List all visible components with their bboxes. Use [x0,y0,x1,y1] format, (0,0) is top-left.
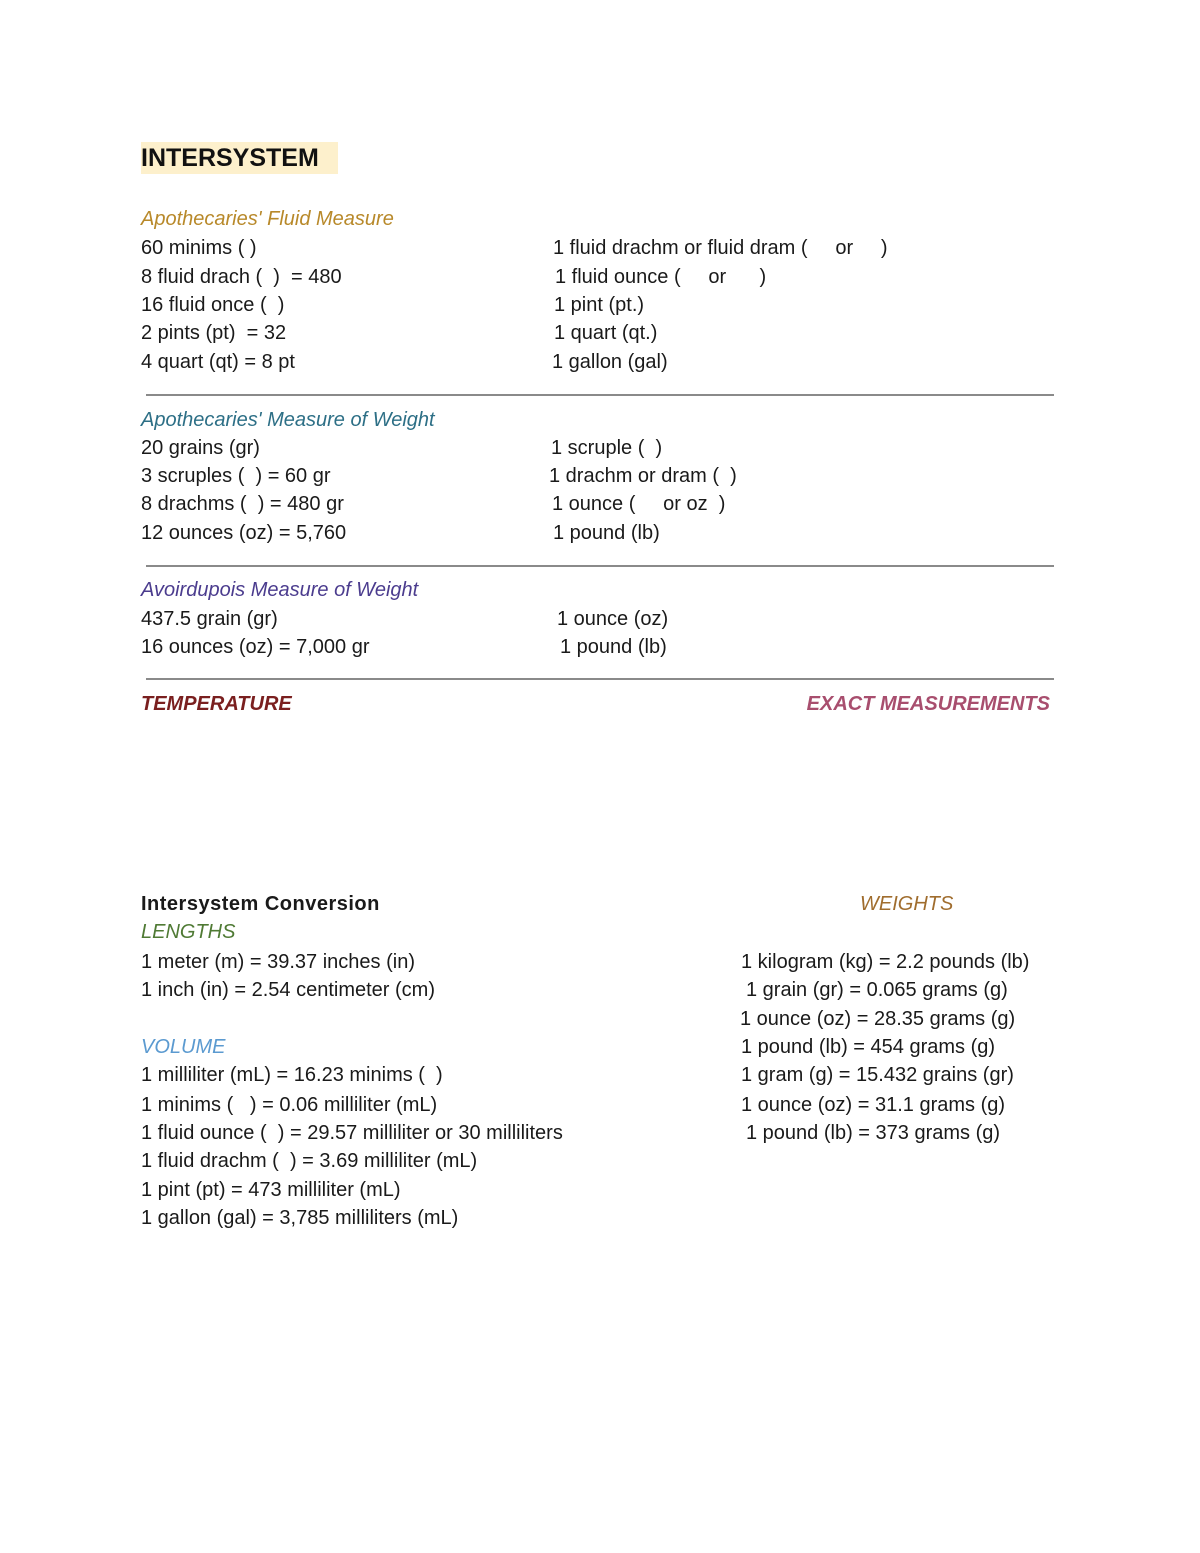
volume-item: 1 pint (pt) = 473 milliliter (mL) [141,1179,401,1201]
volume-item: 1 gallon (gal) = 3,785 milliliters (mL) [141,1207,459,1229]
lengths-item: 1 meter (m) = 39.37 inches (in) [141,951,415,973]
section-divider [146,394,1054,396]
fluid-row-right: 1 quart (qt.) [554,322,658,344]
volume-item: 1 fluid ounce ( ) = 29.57 milliliter or 30 milliliters [141,1122,563,1144]
weights-item: 1 kilogram (kg) = 2.2 pounds (lb) [741,951,1030,973]
weights-item: 1 grain (gr) = 0.065 grams (g) [746,979,1008,1001]
weight-row-right: 1 ounce ( or oz ) [552,493,726,515]
avoirdupois-row-right: 1 pound (lb) [560,636,667,658]
fluid-row-left: 16 fluid once ( ) [141,294,285,316]
lengths-item: 1 inch (in) = 2.54 centimeter (cm) [141,979,435,1001]
weights-item: 1 ounce (oz) = 31.1 grams (g) [741,1094,1006,1116]
temperature-heading: TEMPERATURE [141,693,292,715]
avoirdupois-heading: Avoirdupois Measure of Weight [141,579,419,601]
weight-row-right: 1 scruple ( ) [551,437,663,459]
weight-measure-heading: Apothecaries' Measure of Weight [141,409,435,431]
fluid-row-right: 1 gallon (gal) [552,351,668,373]
fluid-row-left: 4 quart (qt) = 8 pt [141,351,295,373]
weights-item: 1 ounce (oz) = 28.35 grams (g) [740,1008,1016,1030]
section-divider [146,678,1054,680]
volume-item: 1 fluid drachm ( ) = 3.69 milliliter (mL) [141,1150,478,1172]
avoirdupois-row-left: 437.5 grain (gr) [141,608,278,630]
weight-row-left: 20 grains (gr) [141,437,260,459]
fluid-row-left: 60 minims ( ) [141,237,257,259]
volume-item: 1 minims ( ) = 0.06 milliliter (mL) [141,1094,438,1116]
fluid-row-right: 1 fluid drachm or fluid dram ( or ) [553,237,888,259]
volume-item: 1 milliliter (mL) = 16.23 minims ( ) [141,1064,443,1086]
avoirdupois-row-left: 16 ounces (oz) = 7,000 gr [141,636,370,658]
weight-row-left: 8 drachms ( ) = 480 gr [141,493,344,515]
volume-heading: VOLUME [141,1036,226,1058]
fluid-row-left: 2 pints (pt) = 32 [141,322,287,344]
weight-row-right: 1 pound (lb) [553,522,660,544]
conversion-heading: Intersystem Conversion [141,893,380,915]
fluid-row-right: 1 pint (pt.) [554,294,645,316]
weight-row-left: 3 scruples ( ) = 60 gr [141,465,331,487]
weights-item: 1 gram (g) = 15.432 grains (gr) [741,1064,1014,1086]
lengths-heading: LENGTHS [141,921,236,943]
weight-row-right: 1 drachm or dram ( ) [549,465,737,487]
fluid-measure-heading: Apothecaries' Fluid Measure [141,208,394,230]
avoirdupois-row-right: 1 ounce (oz) [557,608,669,630]
weights-item: 1 pound (lb) = 373 grams (g) [746,1122,1001,1144]
weight-row-left: 12 ounces (oz) = 5,760 [141,522,347,544]
fluid-row-left: 8 fluid drach ( ) = 480 [141,266,342,288]
page-title: INTERSYSTEM [141,142,338,174]
exact-measurements-heading: EXACT MEASUREMENTS [806,693,1050,715]
section-divider [146,565,1054,567]
weights-item: 1 pound (lb) = 454 grams (g) [741,1036,996,1058]
fluid-row-right: 1 fluid ounce ( or ) [555,266,767,288]
weights-heading: WEIGHTS [860,893,954,915]
